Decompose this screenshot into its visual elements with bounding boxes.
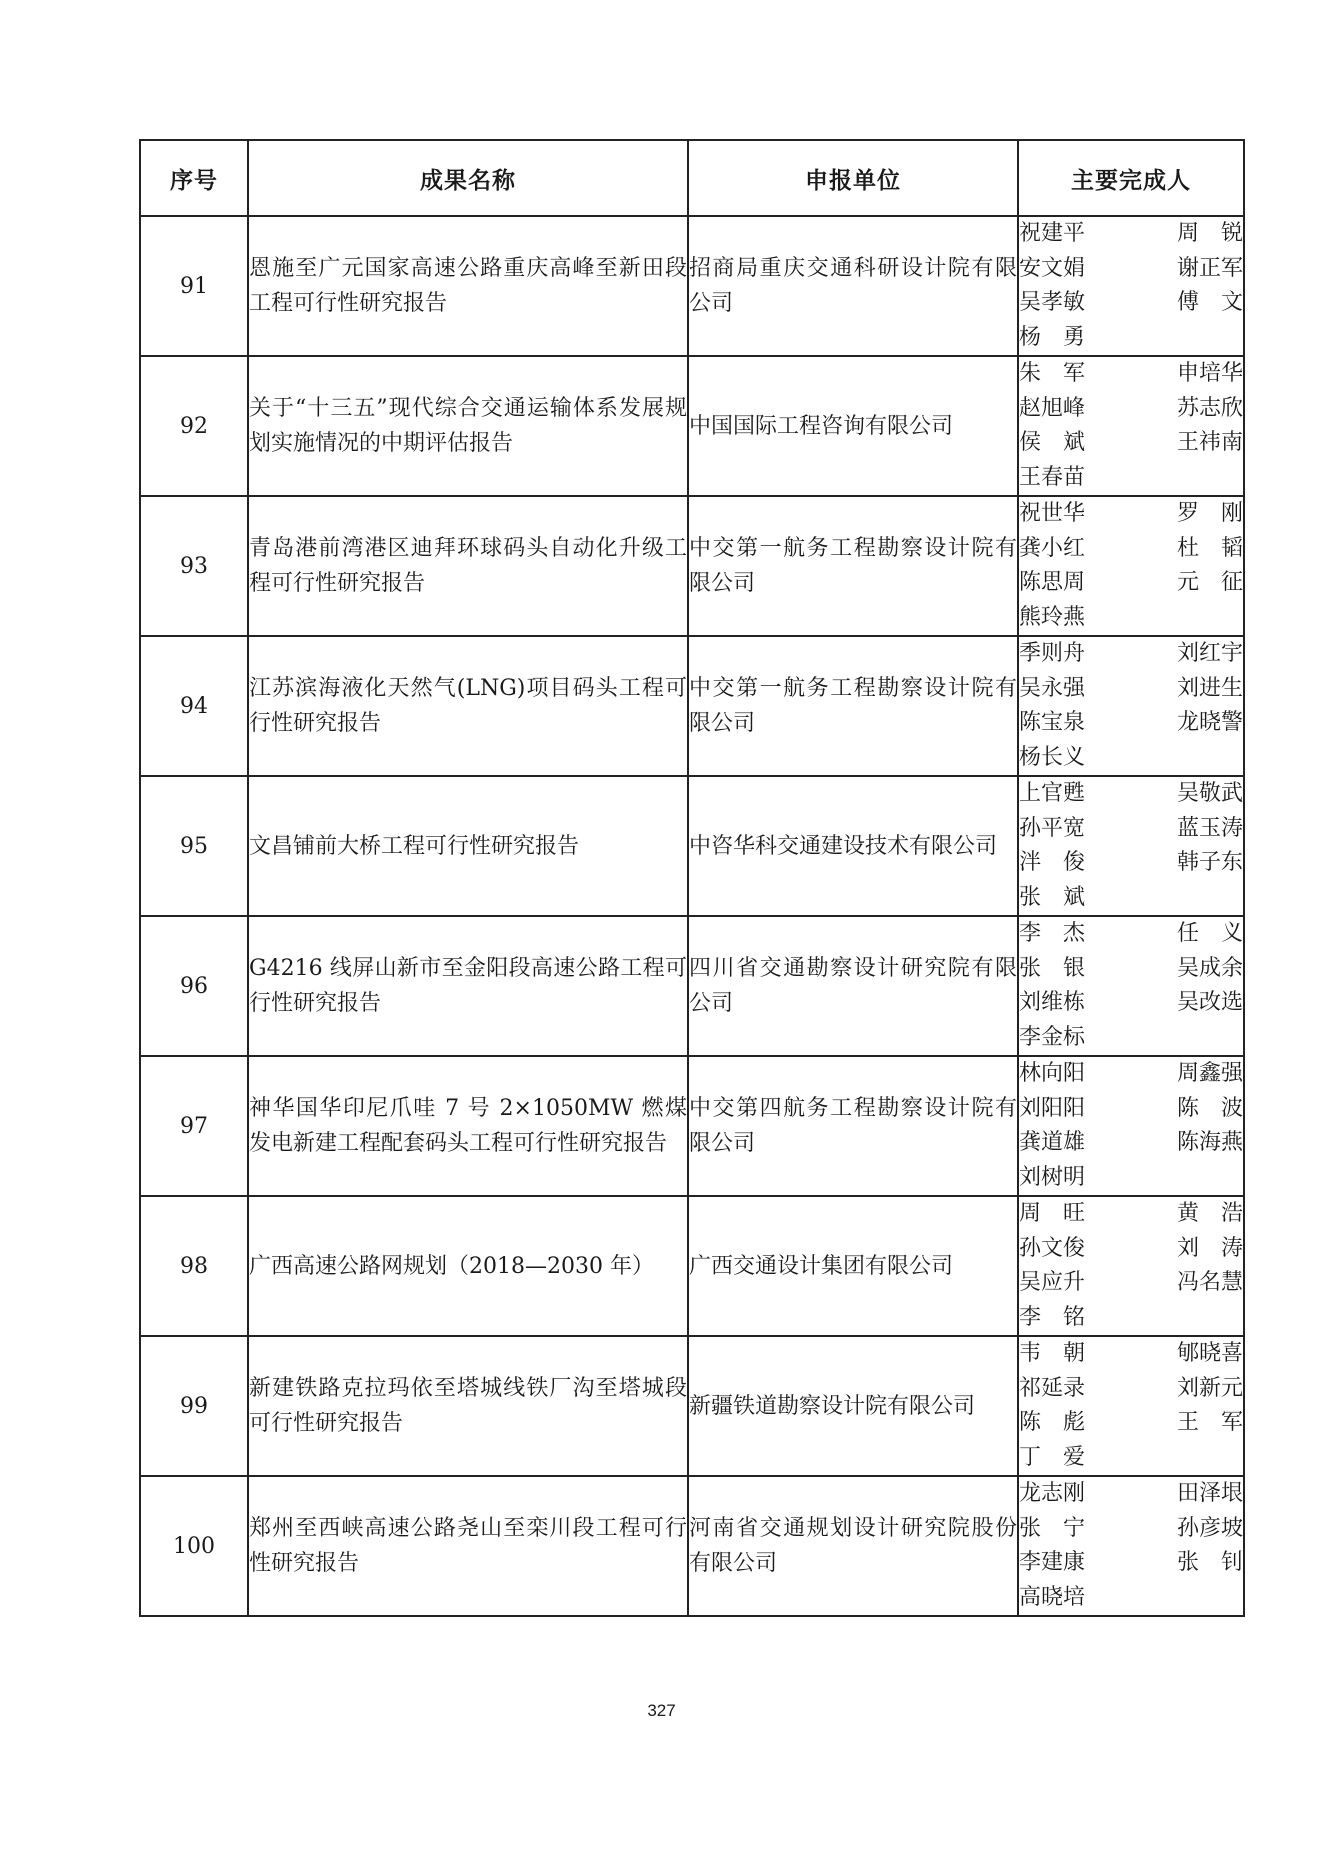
applicant-unit: 新疆铁道勘察设计院有限公司	[688, 1336, 1018, 1476]
contributor-name: 龙晓警	[1176, 710, 1243, 735]
applicant-unit: 广西交通设计集团有限公司	[688, 1196, 1018, 1336]
contributor-name: 熊玲燕	[1019, 604, 1086, 630]
contributor-name: 刘维栋	[1019, 990, 1086, 1015]
contributor-name: 朱 军	[1019, 361, 1086, 386]
contributor-name: 杨长义	[1019, 744, 1086, 770]
contributor-name: 李 杰	[1019, 921, 1086, 946]
contributor-name: 李 铭	[1019, 1304, 1086, 1330]
table-row	[140, 496, 1244, 636]
table-row	[140, 776, 1244, 916]
contributor-name: 侯 斌	[1019, 430, 1086, 455]
contributor-name: 孙彦坡	[1176, 1515, 1243, 1541]
contributor-name: 高晓培	[1019, 1584, 1086, 1610]
table-row	[140, 216, 1244, 356]
contributor-list	[1019, 357, 1243, 495]
achievement-name: 郑州至西峡高速公路尧山至栾川段工程可行性研究报告	[248, 1476, 688, 1616]
table-row	[140, 1196, 1244, 1336]
awards-table	[139, 139, 1245, 1617]
achievement-name: 神华国华印尼爪哇 7 号 2×1050MW 燃煤发电新建工程配套码头工程可行性研究报告	[248, 1056, 688, 1196]
contributor-name: 杜 韬	[1176, 535, 1243, 561]
contributor-list	[1019, 637, 1243, 775]
contributor-name: 李建康	[1019, 1550, 1086, 1575]
table-row	[140, 1056, 1244, 1196]
contributor-name: 吴敬武	[1176, 781, 1243, 806]
main-contributors	[1018, 776, 1244, 916]
contributor-list	[1019, 497, 1243, 635]
applicant-unit: 中国国际工程咨询有限公司	[688, 356, 1018, 496]
contributor-name: 任 义	[1176, 921, 1243, 946]
contributor-name: 龚道雄	[1019, 1130, 1086, 1155]
row-number: 91	[140, 216, 248, 356]
applicant-unit: 中交第一航务工程勘察设计院有限公司	[688, 636, 1018, 776]
achievement-name: 关于“十三五”现代综合交通运输体系发展规划实施情况的中期评估报告	[248, 356, 688, 496]
contributor-name: 龚小红	[1019, 535, 1086, 561]
contributor-name: 吴孝敏	[1019, 290, 1086, 315]
main-contributors	[1018, 356, 1244, 496]
achievement-name: 文昌铺前大桥工程可行性研究报告	[248, 776, 688, 916]
row-number: 92	[140, 356, 248, 496]
contributor-name: 王春苗	[1019, 464, 1086, 490]
contributor-name: 周 锐	[1176, 221, 1243, 246]
contributor-list	[1019, 1057, 1243, 1195]
contributor-name: 谢正军	[1176, 255, 1243, 281]
table-row	[140, 1476, 1244, 1616]
contributor-list	[1019, 777, 1243, 915]
contributor-list	[1019, 217, 1243, 355]
contributor-name: 李金标	[1019, 1024, 1086, 1050]
contributor-name: 孙文俊	[1019, 1235, 1086, 1261]
main-contributors	[1018, 1476, 1244, 1616]
contributor-name: 周 旺	[1019, 1201, 1086, 1226]
row-number: 94	[140, 636, 248, 776]
contributor-name: 苏志欣	[1176, 395, 1243, 421]
page-number: 327	[647, 1701, 676, 1720]
contributor-name: 蓝玉涛	[1176, 815, 1243, 841]
applicant-unit: 招商局重庆交通科研设计院有限公司	[688, 216, 1018, 356]
applicant-unit: 中交第四航务工程勘察设计院有限公司	[688, 1056, 1018, 1196]
row-number: 97	[140, 1056, 248, 1196]
contributor-name: 泮 俊	[1019, 850, 1086, 875]
main-contributors	[1018, 916, 1244, 1056]
header-name: 成果名称	[248, 140, 688, 216]
contributor-name: 刘阳阳	[1019, 1095, 1086, 1121]
table-row	[140, 356, 1244, 496]
contributor-name: 黄 浩	[1176, 1201, 1243, 1226]
contributor-name: 周鑫强	[1176, 1061, 1243, 1086]
contributor-name: 吴改选	[1176, 990, 1243, 1015]
contributor-name: 赵旭峰	[1019, 395, 1086, 421]
applicant-unit: 河南省交通规划设计研究院股份有限公司	[688, 1476, 1018, 1616]
contributor-name: 刘新元	[1176, 1375, 1243, 1401]
contributor-name: 张 银	[1019, 955, 1086, 981]
header-no: 序号	[140, 140, 248, 216]
contributor-name: 季则舟	[1019, 641, 1086, 666]
contributor-name: 丁 爱	[1019, 1444, 1086, 1470]
contributor-name: 张 宁	[1019, 1515, 1086, 1541]
table-body	[140, 216, 1244, 1616]
main-contributors	[1018, 1336, 1244, 1476]
contributor-list	[1019, 917, 1243, 1055]
contributor-name: 刘进生	[1176, 675, 1243, 701]
contributor-name: 陈海燕	[1176, 1130, 1243, 1155]
achievement-name: 新建铁路克拉玛依至塔城线铁厂沟至塔城段可行性研究报告	[248, 1336, 688, 1476]
row-number: 100	[140, 1476, 248, 1616]
contributor-name: 刘红宇	[1176, 641, 1243, 666]
row-number: 98	[140, 1196, 248, 1336]
achievement-name: 广西高速公路网规划（2018—2030 年）	[248, 1196, 688, 1336]
contributor-name: 张 斌	[1019, 884, 1086, 910]
contributor-name: 冯名慧	[1176, 1270, 1243, 1295]
contributor-list	[1019, 1477, 1243, 1615]
contributor-name: 申培华	[1176, 361, 1243, 386]
contributor-name: 上官甦	[1019, 781, 1086, 806]
row-number: 95	[140, 776, 248, 916]
table-row	[140, 916, 1244, 1056]
contributor-name: 祝建平	[1019, 221, 1086, 246]
main-contributors	[1018, 636, 1244, 776]
contributor-name: 祝世华	[1019, 501, 1086, 526]
main-contributors	[1018, 496, 1244, 636]
applicant-unit: 四川省交通勘察设计研究院有限公司	[688, 916, 1018, 1056]
contributor-name: 陈 波	[1176, 1095, 1243, 1121]
applicant-unit: 中交第一航务工程勘察设计院有限公司	[688, 496, 1018, 636]
contributor-name: 陈宝泉	[1019, 710, 1086, 735]
row-number: 96	[140, 916, 248, 1056]
contributor-name: 郇晓喜	[1176, 1341, 1243, 1366]
main-contributors	[1018, 1196, 1244, 1336]
achievement-name: 江苏滨海液化天然气(LNG)项目码头工程可行性研究报告	[248, 636, 688, 776]
contributor-name: 王祎南	[1176, 430, 1243, 455]
header-people: 主要完成人	[1018, 140, 1244, 216]
contributor-name: 吴应升	[1019, 1270, 1086, 1295]
contributor-name: 吴成余	[1176, 955, 1243, 981]
contributor-name: 龙志刚	[1019, 1481, 1086, 1506]
header-unit: 申报单位	[688, 140, 1018, 216]
contributor-name: 孙平宽	[1019, 815, 1086, 841]
contributor-name: 田泽垠	[1176, 1481, 1243, 1506]
contributor-name: 祁延录	[1019, 1375, 1086, 1401]
contributor-name: 林向阳	[1019, 1061, 1086, 1086]
achievement-name: G4216 线屏山新市至金阳段高速公路工程可行性研究报告	[248, 916, 688, 1056]
row-number: 99	[140, 1336, 248, 1476]
applicant-unit: 中咨华科交通建设技术有限公司	[688, 776, 1018, 916]
contributor-list	[1019, 1337, 1243, 1475]
main-contributors	[1018, 1056, 1244, 1196]
achievement-name: 青岛港前湾港区迪拜环球码头自动化升级工程可行性研究报告	[248, 496, 688, 636]
contributor-name: 陈 彪	[1019, 1410, 1086, 1435]
contributor-name: 杨 勇	[1019, 324, 1086, 350]
contributor-list	[1019, 1197, 1243, 1335]
contributor-name: 罗 刚	[1176, 501, 1243, 526]
contributor-name: 刘树明	[1019, 1164, 1086, 1190]
contributor-name: 韦 朝	[1019, 1341, 1086, 1366]
table-row	[140, 636, 1244, 776]
table-row	[140, 1336, 1244, 1476]
header-row	[140, 140, 1244, 216]
contributor-name: 吴永强	[1019, 675, 1086, 701]
achievement-name: 恩施至广元国家高速公路重庆高峰至新田段工程可行性研究报告	[248, 216, 688, 356]
contributor-name: 王 军	[1176, 1410, 1243, 1435]
contributor-name: 傅 文	[1176, 290, 1243, 315]
contributor-name: 安文娟	[1019, 255, 1086, 281]
contributor-name: 陈思周	[1019, 570, 1086, 595]
contributor-name: 张 钊	[1176, 1550, 1243, 1575]
contributor-name: 韩子东	[1176, 850, 1243, 875]
contributor-name: 元 征	[1176, 570, 1243, 595]
contributor-name: 刘 涛	[1176, 1235, 1243, 1261]
row-number: 93	[140, 496, 248, 636]
main-contributors	[1018, 216, 1244, 356]
